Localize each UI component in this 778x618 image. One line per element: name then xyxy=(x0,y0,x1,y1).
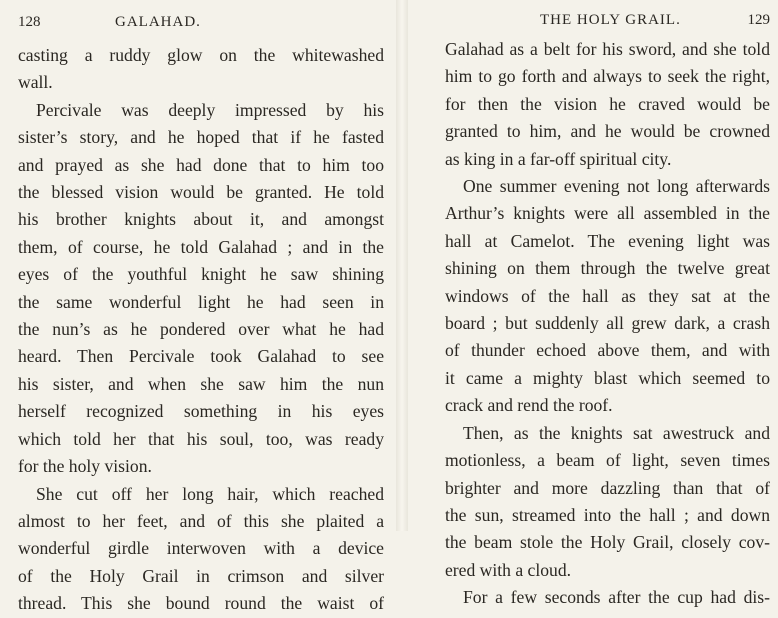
text-line: windows of the hall as they sat at the xyxy=(445,285,770,306)
text-line: hall at Camelot. The evening light was xyxy=(445,230,770,251)
text-line: board ; but suddenly all grew dark, a crash xyxy=(445,313,770,334)
text-line: almost to her feet, and of this she plaited a xyxy=(18,510,384,531)
text-line: as king in a far-off spiritual city. xyxy=(445,148,672,169)
right-running-head: THE HOLY GRAIL. xyxy=(540,12,681,28)
right-page xyxy=(408,0,778,608)
text-line: She cut off her long hair, which reached xyxy=(36,483,384,504)
text-line: One summer evening not long afterwards xyxy=(463,176,770,197)
text-line: granted to him, and he would be crowned xyxy=(445,121,770,142)
text-line: wonderful girdle interwoven with a device xyxy=(18,538,384,559)
text-line: thread. This she bound round the waist of xyxy=(18,593,384,614)
text-line: the same wonderful light he had seen in xyxy=(18,291,384,312)
text-line: crack and rend the roof. xyxy=(445,395,613,416)
text-line: Percivale was deeply impressed by his xyxy=(36,99,384,120)
text-line: motionless, a beam of light, seven times xyxy=(445,450,770,471)
text-line: shining on them through the twelve great xyxy=(445,258,770,279)
text-line: Galahad as a belt for his sword, and she told xyxy=(445,39,770,59)
text-line: them, of course, he told Galahad ; and in the xyxy=(18,236,384,257)
text-line: it came a mighty blast which seemed to xyxy=(445,367,770,388)
text-line: the blessed vision would be granted. He told xyxy=(18,182,384,203)
text-line: of the Holy Grail in crimson and silver xyxy=(18,565,384,586)
text-line: his sister, and when she saw him the nun xyxy=(18,373,384,394)
text-line: ered with a cloud. xyxy=(445,559,572,580)
text-line: Then, as the knights sat awestruck and xyxy=(463,422,770,443)
text-line: and prayed as she had done that to him too xyxy=(18,154,384,175)
text-line: his brother knights about it, and amongst xyxy=(18,209,384,230)
text-line: for the holy vision. xyxy=(18,456,152,477)
text-line: sister’s story, and he hoped that if he fasted xyxy=(18,127,384,148)
text-line: the nun’s as he pondered over what he had xyxy=(18,319,384,340)
left-page-text xyxy=(18,42,384,618)
text-line: casting a ruddy glow on the whitewashed xyxy=(18,45,384,65)
text-line: which told her that his soul, too, was ready xyxy=(18,428,384,449)
text-line: of thunder echoed above them, and with xyxy=(445,340,770,361)
right-page-number: 129 xyxy=(747,12,770,28)
text-line: the beam stole the Holy Grail, closely cov- xyxy=(445,532,770,553)
text-line: herself recognized something in his eyes xyxy=(18,401,384,422)
text-line: the sun, streamed into the hall ; and down xyxy=(445,504,770,525)
book-gutter xyxy=(396,0,408,531)
right-page-text xyxy=(445,36,770,612)
left-page-number: 128 xyxy=(18,14,41,30)
text-line: wall. xyxy=(18,72,53,93)
text-line: brighter and more dazzling than that of xyxy=(445,477,770,498)
left-running-head: GALAHAD. xyxy=(115,14,201,30)
text-line: for then the vision he craved would be xyxy=(445,93,770,114)
text-line: heard. Then Percivale took Galahad to see xyxy=(18,346,384,367)
text-line: him to go forth and always to seek the right, xyxy=(445,66,770,87)
text-line: For a few seconds after the cup had dis- xyxy=(463,587,770,608)
text-line: Arthur’s knights were all assembled in the xyxy=(445,203,770,224)
text-line: eyes of the youthful knight he saw shining xyxy=(18,264,384,285)
